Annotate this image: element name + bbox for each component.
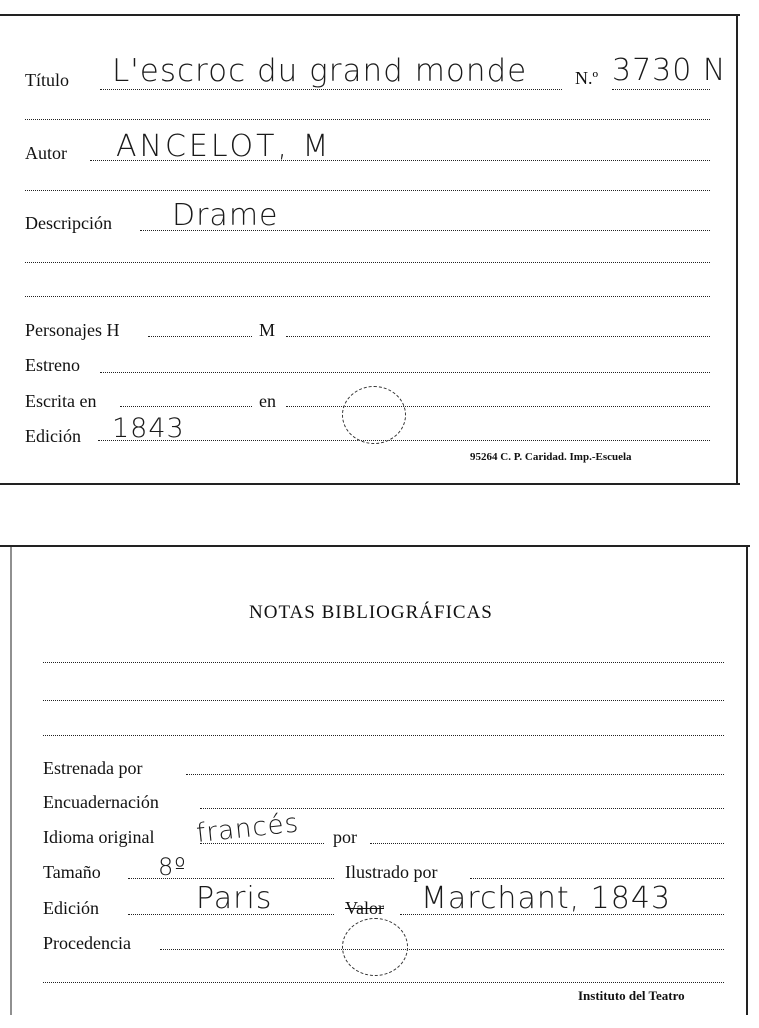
institute-footer: Instituto del Teatro (578, 988, 685, 1003)
titulo-label: Título (25, 70, 69, 90)
procedencia-line (160, 949, 724, 950)
notas-line-2 (43, 700, 724, 701)
edicion-line (98, 440, 710, 441)
escrita-en-label: en (259, 391, 276, 411)
notas-line-3 (43, 735, 724, 736)
escrita-line (120, 406, 252, 407)
notas-line-1 (43, 662, 724, 663)
front-card-bottom-edge (0, 483, 740, 485)
back-card-left-edge (10, 545, 12, 1015)
estrenada-label: Estrenada por (43, 758, 143, 778)
tamano-value: 8º (158, 853, 187, 881)
idioma-por-label: por (333, 827, 357, 847)
escrita-label: Escrita en (25, 391, 97, 411)
notas-heading: NOTAS BIBLIOGRÁFICAS (249, 602, 493, 623)
back-edicion-value: Paris (196, 881, 273, 916)
valor-value: Marchant, 1843 (421, 881, 672, 916)
titulo-value: L'escroc du grand monde (112, 53, 528, 89)
idioma-por-line (370, 843, 724, 844)
personajes-label: Personajes H (25, 320, 120, 340)
notas-bottom-line (43, 982, 724, 983)
numero-line (612, 89, 710, 90)
personajes-m-line (286, 336, 710, 337)
front-card-right-edge (736, 14, 738, 484)
descripcion-second-line (25, 262, 710, 263)
back-card-right-edge (746, 545, 748, 1015)
back-card (0, 520, 759, 1028)
descripcion-third-line (25, 296, 710, 297)
front-card (0, 0, 759, 495)
idioma-value: francés (194, 808, 301, 849)
back-edicion-label: Edición (43, 898, 99, 918)
descripcion-value: Drame (172, 198, 279, 233)
autor-second-line (25, 190, 710, 191)
procedencia-label: Procedencia (43, 933, 131, 953)
titulo-second-line (25, 119, 710, 120)
printer-imprint: 95264 C. P. Caridad. Imp.-Escuela (470, 451, 632, 463)
back-punch-hole-stamp (342, 918, 408, 976)
ilustrado-label: Ilustrado por (345, 862, 438, 882)
tamano-label: Tamaño (43, 862, 101, 882)
idioma-label: Idioma original (43, 827, 155, 847)
edicion-value: 1843 (112, 413, 185, 444)
autor-label: Autor (25, 143, 67, 163)
ilustrado-line (470, 878, 724, 879)
valor-label: Valor (345, 898, 384, 918)
front-card-top-edge (0, 14, 740, 16)
edicion-label: Edición (25, 426, 81, 446)
titulo-line (100, 89, 562, 90)
autor-value: ANCELOT, M (116, 129, 332, 164)
numero-label: N.º (575, 68, 599, 88)
estreno-line (100, 372, 710, 373)
personajes-h-line (148, 336, 252, 337)
punch-hole-stamp (342, 386, 406, 444)
encuadernacion-line (200, 808, 724, 809)
descripcion-label: Descripción (25, 213, 112, 233)
encuadernacion-label: Encuadernación (43, 792, 159, 812)
numero-value: 3730 N (612, 53, 727, 88)
back-card-top-edge (0, 545, 750, 547)
estreno-label: Estreno (25, 355, 80, 375)
estrenada-line (186, 774, 724, 775)
personajes-m-label: M (259, 320, 276, 340)
